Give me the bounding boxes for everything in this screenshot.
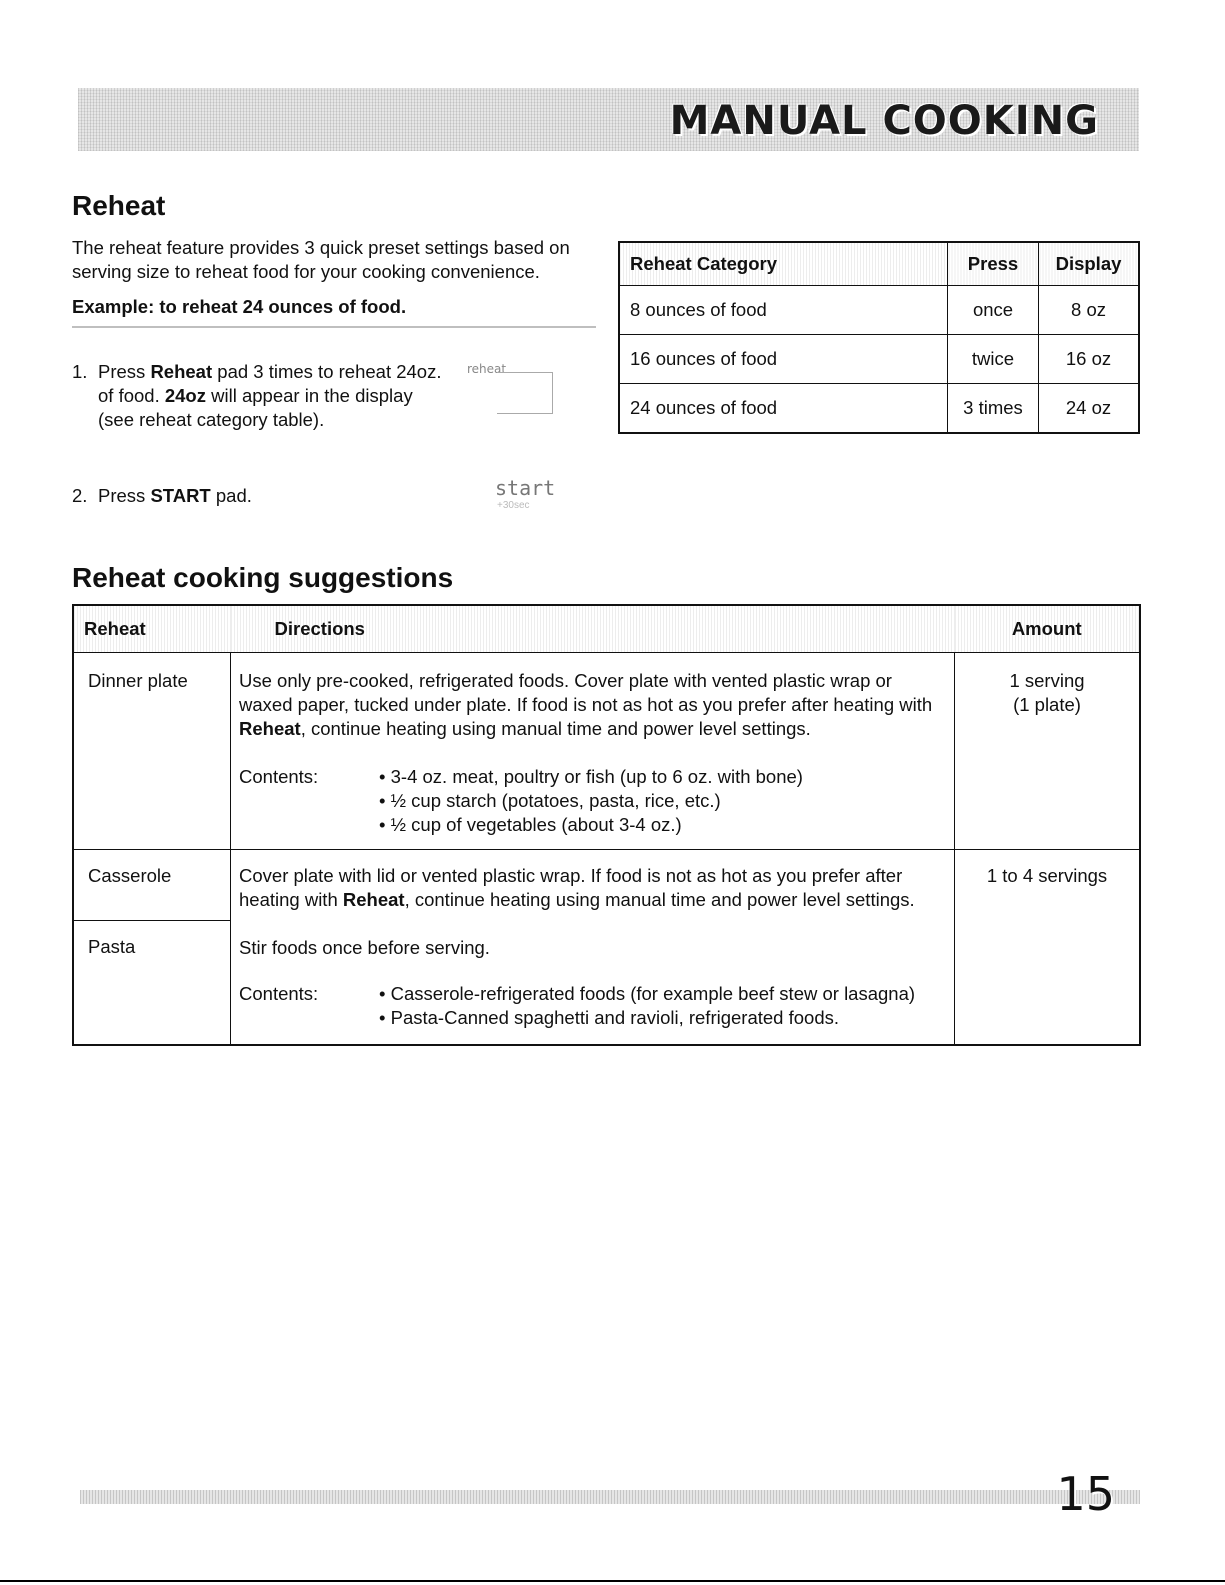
contents-block	[239, 765, 946, 837]
cell-food-name: Casserole	[73, 850, 231, 921]
example-heading: Example: to reheat 24 ounces of food.	[72, 296, 407, 317]
directions-text	[239, 864, 946, 912]
banner-title: MANUAL COOKING	[669, 98, 1099, 144]
amount-text: 1 serving	[1009, 670, 1085, 691]
reheat-category-table	[618, 241, 1140, 434]
cell-display: 8 oz	[1039, 286, 1140, 335]
directions-text: Stir foods once before serving.	[239, 937, 490, 958]
cell-food-name: Pasta	[73, 921, 231, 1046]
cell-display: 24 oz	[1039, 384, 1140, 434]
header-reheat-category: Reheat Category	[619, 242, 948, 286]
table-row-dinner-plate	[73, 653, 1140, 850]
step-1	[72, 360, 448, 432]
cell-directions	[231, 850, 955, 1046]
cell-category: 16 ounces of food	[619, 335, 948, 384]
directions-bold-reheat: Reheat	[239, 718, 301, 739]
table-header-row	[73, 605, 1140, 653]
cell-amount	[955, 653, 1141, 850]
step-number: 2.	[72, 485, 88, 506]
directions-part: Cover plate with lid or vented plastic wrap. If food is not as hot as you prefer after heating with	[239, 865, 903, 910]
list-item: • ½ cup starch (potatoes, pasta, rice, etc.)	[379, 790, 721, 811]
step-text: pad 3 times to reheat 24oz. of food.	[98, 361, 442, 406]
step-text: will appear in the display (see reheat category table).	[98, 385, 413, 430]
directions-part: Use only pre-cooked, refrigerated foods. Cover plate with vented plastic wrap or waxed paper, tucked under plate. If food is not as hot as you prefer after heating with	[239, 670, 933, 715]
step-text: Press	[98, 485, 151, 506]
step-number: 1.	[72, 361, 88, 382]
reheat-suggestions-table	[72, 604, 1141, 1046]
header-reheat: Reheat	[73, 605, 231, 653]
cell-category: 24 ounces of food	[619, 384, 948, 434]
header-press: Press	[948, 242, 1039, 286]
page-number: 15	[1056, 1467, 1115, 1521]
header-display: Display	[1039, 242, 1140, 286]
contents-list	[379, 765, 803, 837]
list-item: • Pasta-Canned spaghetti and ravioli, refrigerated foods.	[379, 1007, 839, 1028]
header-amount: Amount	[955, 605, 1141, 653]
contents-list	[379, 982, 915, 1030]
step-bold-reheat: Reheat	[150, 361, 213, 382]
list-item: • ½ cup of vegetables (about 3-4 oz.)	[379, 814, 682, 835]
cell-press: 3 times	[948, 384, 1039, 434]
step-bold-start: START	[150, 485, 211, 506]
reheat-pad-label: reheat	[467, 362, 507, 376]
step-bold-24oz: 24oz	[164, 385, 206, 406]
cell-food-name: Dinner plate	[73, 653, 231, 850]
list-item: • 3-4 oz. meat, poultry or fish (up to 6 oz. with bone)	[379, 766, 803, 787]
directions-part: , continue heating using manual time and power level settings.	[404, 889, 915, 910]
step-text: Press	[98, 361, 151, 382]
header-directions: Directions	[231, 605, 955, 653]
cell-press: once	[948, 286, 1039, 335]
directions-bold-reheat: Reheat	[342, 889, 405, 910]
contents-label: Contents:	[239, 983, 319, 1004]
cell-display: 16 oz	[1039, 335, 1140, 384]
list-item: • Casserole-refrigerated foods (for example beef stew or lasagna)	[379, 983, 916, 1004]
directions-text	[239, 669, 946, 741]
cell-directions	[231, 653, 955, 850]
table-row	[619, 384, 1139, 434]
pad-outline	[497, 372, 553, 414]
cell-amount: 1 to 4 servings	[955, 850, 1141, 1046]
step-2	[72, 484, 252, 508]
header-banner	[78, 88, 1139, 151]
cell-category: 8 ounces of food	[619, 286, 948, 335]
table-row-casserole	[73, 850, 1140, 921]
start-pad-label: start	[495, 476, 556, 500]
table-row	[619, 286, 1139, 335]
reheat-pad-icon	[465, 362, 559, 414]
bottom-edge-line	[0, 1580, 1225, 1582]
start-pad-icon	[495, 476, 555, 511]
footer-bar	[80, 1490, 1140, 1504]
step-text: pad.	[210, 485, 252, 506]
contents-block	[239, 982, 946, 1030]
reheat-heading: Reheat	[72, 190, 166, 221]
table-row	[619, 335, 1139, 384]
contents-label: Contents:	[239, 766, 319, 787]
divider	[72, 326, 596, 328]
suggestions-heading: Reheat cooking suggestions	[72, 562, 454, 593]
table-header-row	[619, 242, 1139, 286]
cell-press: twice	[948, 335, 1039, 384]
directions-part: , continue heating using manual time and power level settings.	[300, 718, 811, 739]
reheat-intro: The reheat feature provides 3 quick preset settings based on serving size to reheat food for your cooking convenience.	[72, 237, 570, 282]
amount-text: (1 plate)	[1013, 694, 1081, 715]
start-pad-sublabel: +30sec	[497, 500, 530, 511]
